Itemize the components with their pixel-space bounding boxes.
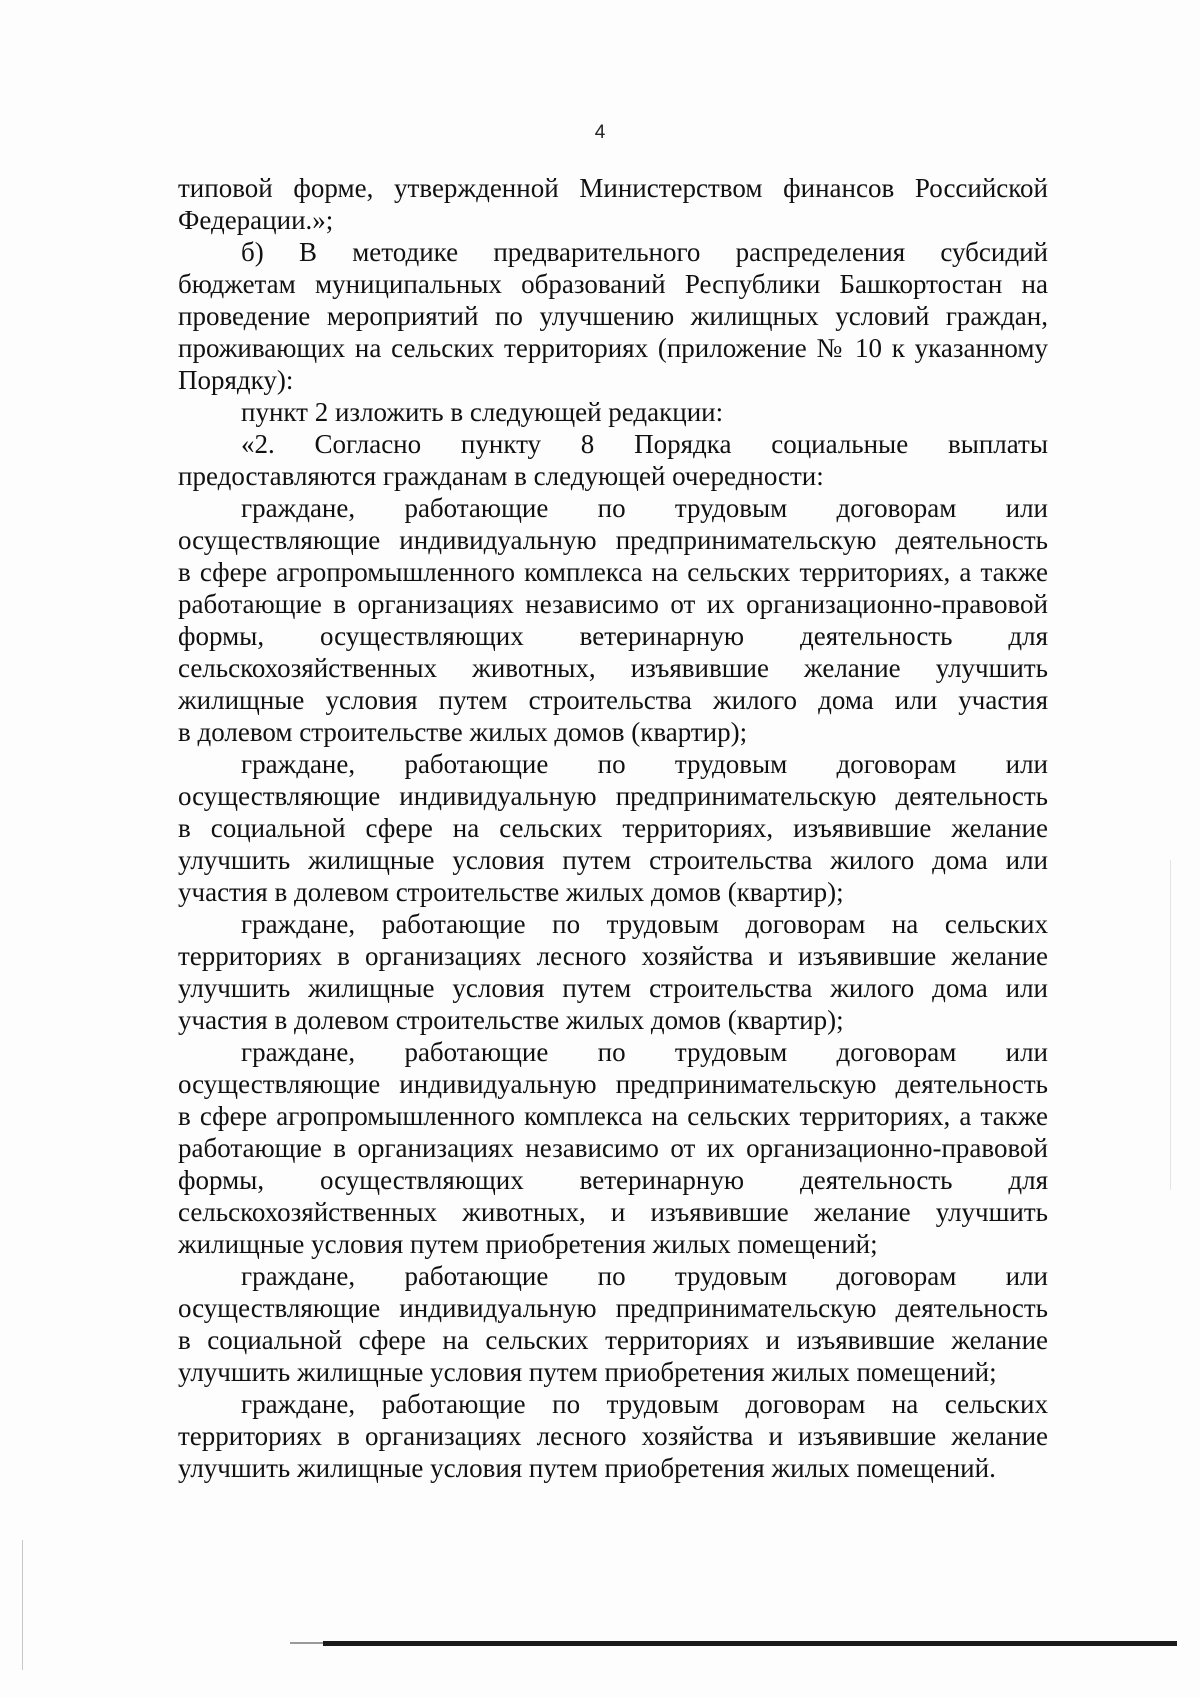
text-line: участия в долевом строительстве жилых домов (квартир); bbox=[178, 1005, 844, 1035]
text-line: типовой форме, утвержденной Министерством финансов Российской bbox=[178, 173, 1048, 203]
text-line: осуществляющие индивидуальную предпринимательскую деятельность bbox=[178, 525, 1048, 555]
text-line: сельскохозяйственных животных, и изъявившие желание улучшить bbox=[178, 1197, 1048, 1227]
text-line: б) В методике предварительного распределения субсидий bbox=[241, 237, 1048, 267]
text-line: улучшить жилищные условия путем приобретения жилых помещений. bbox=[178, 1453, 996, 1483]
text-line: в сфере агропромышленного комплекса на сельских территориях, а также bbox=[178, 557, 1048, 587]
text-line: граждане, работающие по трудовым договорам или bbox=[241, 749, 1048, 779]
bottom-rule bbox=[323, 1641, 1177, 1646]
text-line: работающие в организациях независимо от их организационно-правовой bbox=[178, 1133, 1048, 1163]
text-line: жилищные условия путем приобретения жилых помещений; bbox=[178, 1229, 878, 1259]
text-line: участия в долевом строительстве жилых домов (квартир); bbox=[178, 877, 844, 907]
text-line: Федерации.»; bbox=[178, 205, 334, 235]
text-line: формы, осуществляющих ветеринарную деятельность для bbox=[178, 1165, 1048, 1195]
text-line: проведение мероприятий по улучшению жилищных условий граждан, bbox=[178, 301, 1048, 331]
text-line: формы, осуществляющих ветеринарную деятельность для bbox=[178, 621, 1048, 651]
document-body bbox=[178, 172, 1048, 1484]
text-line: осуществляющие индивидуальную предпринимательскую деятельность bbox=[178, 1293, 1048, 1323]
text-line: жилищные условия путем строительства жилого дома или участия bbox=[178, 685, 1048, 715]
text-line: проживающих на сельских территориях (приложение № 10 к указанному bbox=[178, 333, 1048, 363]
text-line: сельскохозяйственных животных, изъявившие желание улучшить bbox=[178, 653, 1048, 683]
text-line: улучшить жилищные условия путем приобретения жилых помещений; bbox=[178, 1357, 997, 1387]
text-line: пункт 2 изложить в следующей редакции: bbox=[241, 397, 724, 427]
text-line: в сфере агропромышленного комплекса на сельских территориях, а также bbox=[178, 1101, 1048, 1131]
text-line: в долевом строительстве жилых домов (квартир); bbox=[178, 717, 748, 747]
text-line: территориях в организациях лесного хозяйства и изъявившие желание bbox=[178, 941, 1048, 971]
text-line: граждане, работающие по трудовым договорам или bbox=[241, 493, 1048, 523]
text-line: Порядку): bbox=[178, 365, 294, 395]
text-line: в социальной сфере на сельских территориях и изъявившие желание bbox=[178, 1325, 1048, 1355]
scan-edge-mark bbox=[22, 1540, 23, 1670]
text-line: граждане, работающие по трудовым договорам или bbox=[241, 1261, 1048, 1291]
text-line: бюджетам муниципальных образований Республики Башкортостан на bbox=[178, 269, 1048, 299]
text-line: территориях в организациях лесного хозяйства и изъявившие желание bbox=[178, 1421, 1048, 1451]
text-line: улучшить жилищные условия путем строительства жилого дома или bbox=[178, 845, 1048, 875]
text-line: улучшить жилищные условия путем строительства жилого дома или bbox=[178, 973, 1048, 1003]
text-line: граждане, работающие по трудовым договорам на сельских bbox=[241, 1389, 1048, 1419]
text-line: граждане, работающие по трудовым договорам на сельских bbox=[241, 909, 1048, 939]
text-line: работающие в организациях независимо от их организационно-правовой bbox=[178, 589, 1048, 619]
text-line: граждане, работающие по трудовым договорам или bbox=[241, 1037, 1048, 1067]
text-line: осуществляющие индивидуальную предпринимательскую деятельность bbox=[178, 1069, 1048, 1099]
text-line: «2. Согласно пункту 8 Порядка социальные выплаты bbox=[241, 429, 1048, 459]
text-line: предоставляются гражданам в следующей очередности: bbox=[178, 461, 824, 491]
text-line: в социальной сфере на сельских территориях, изъявившие желание bbox=[178, 813, 1048, 843]
page-number: 4 bbox=[594, 122, 606, 143]
text-line: осуществляющие индивидуальную предпринимательскую деятельность bbox=[178, 781, 1048, 811]
scan-edge-mark bbox=[1170, 860, 1171, 1190]
